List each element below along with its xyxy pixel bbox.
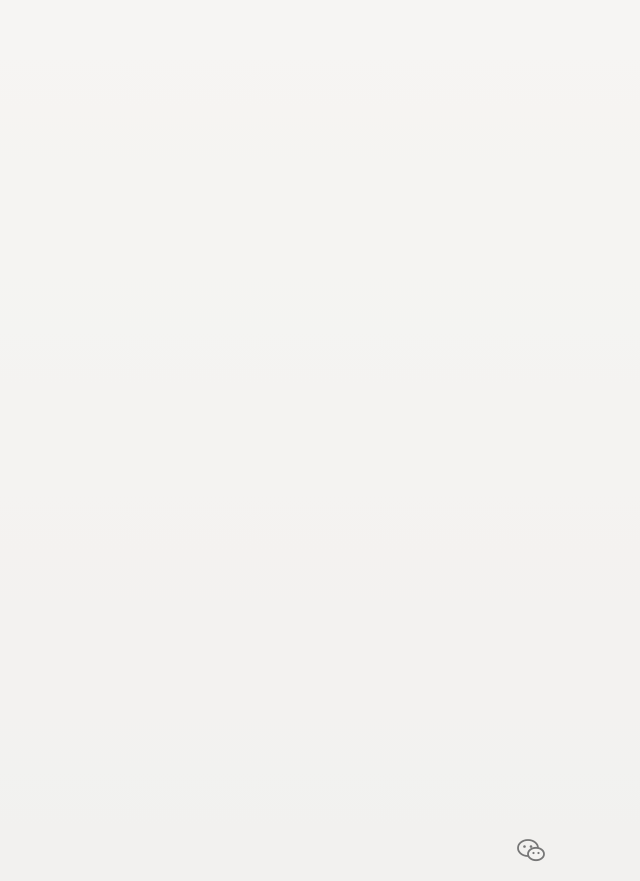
watermark — [516, 836, 552, 864]
wechat-icon — [516, 837, 546, 863]
